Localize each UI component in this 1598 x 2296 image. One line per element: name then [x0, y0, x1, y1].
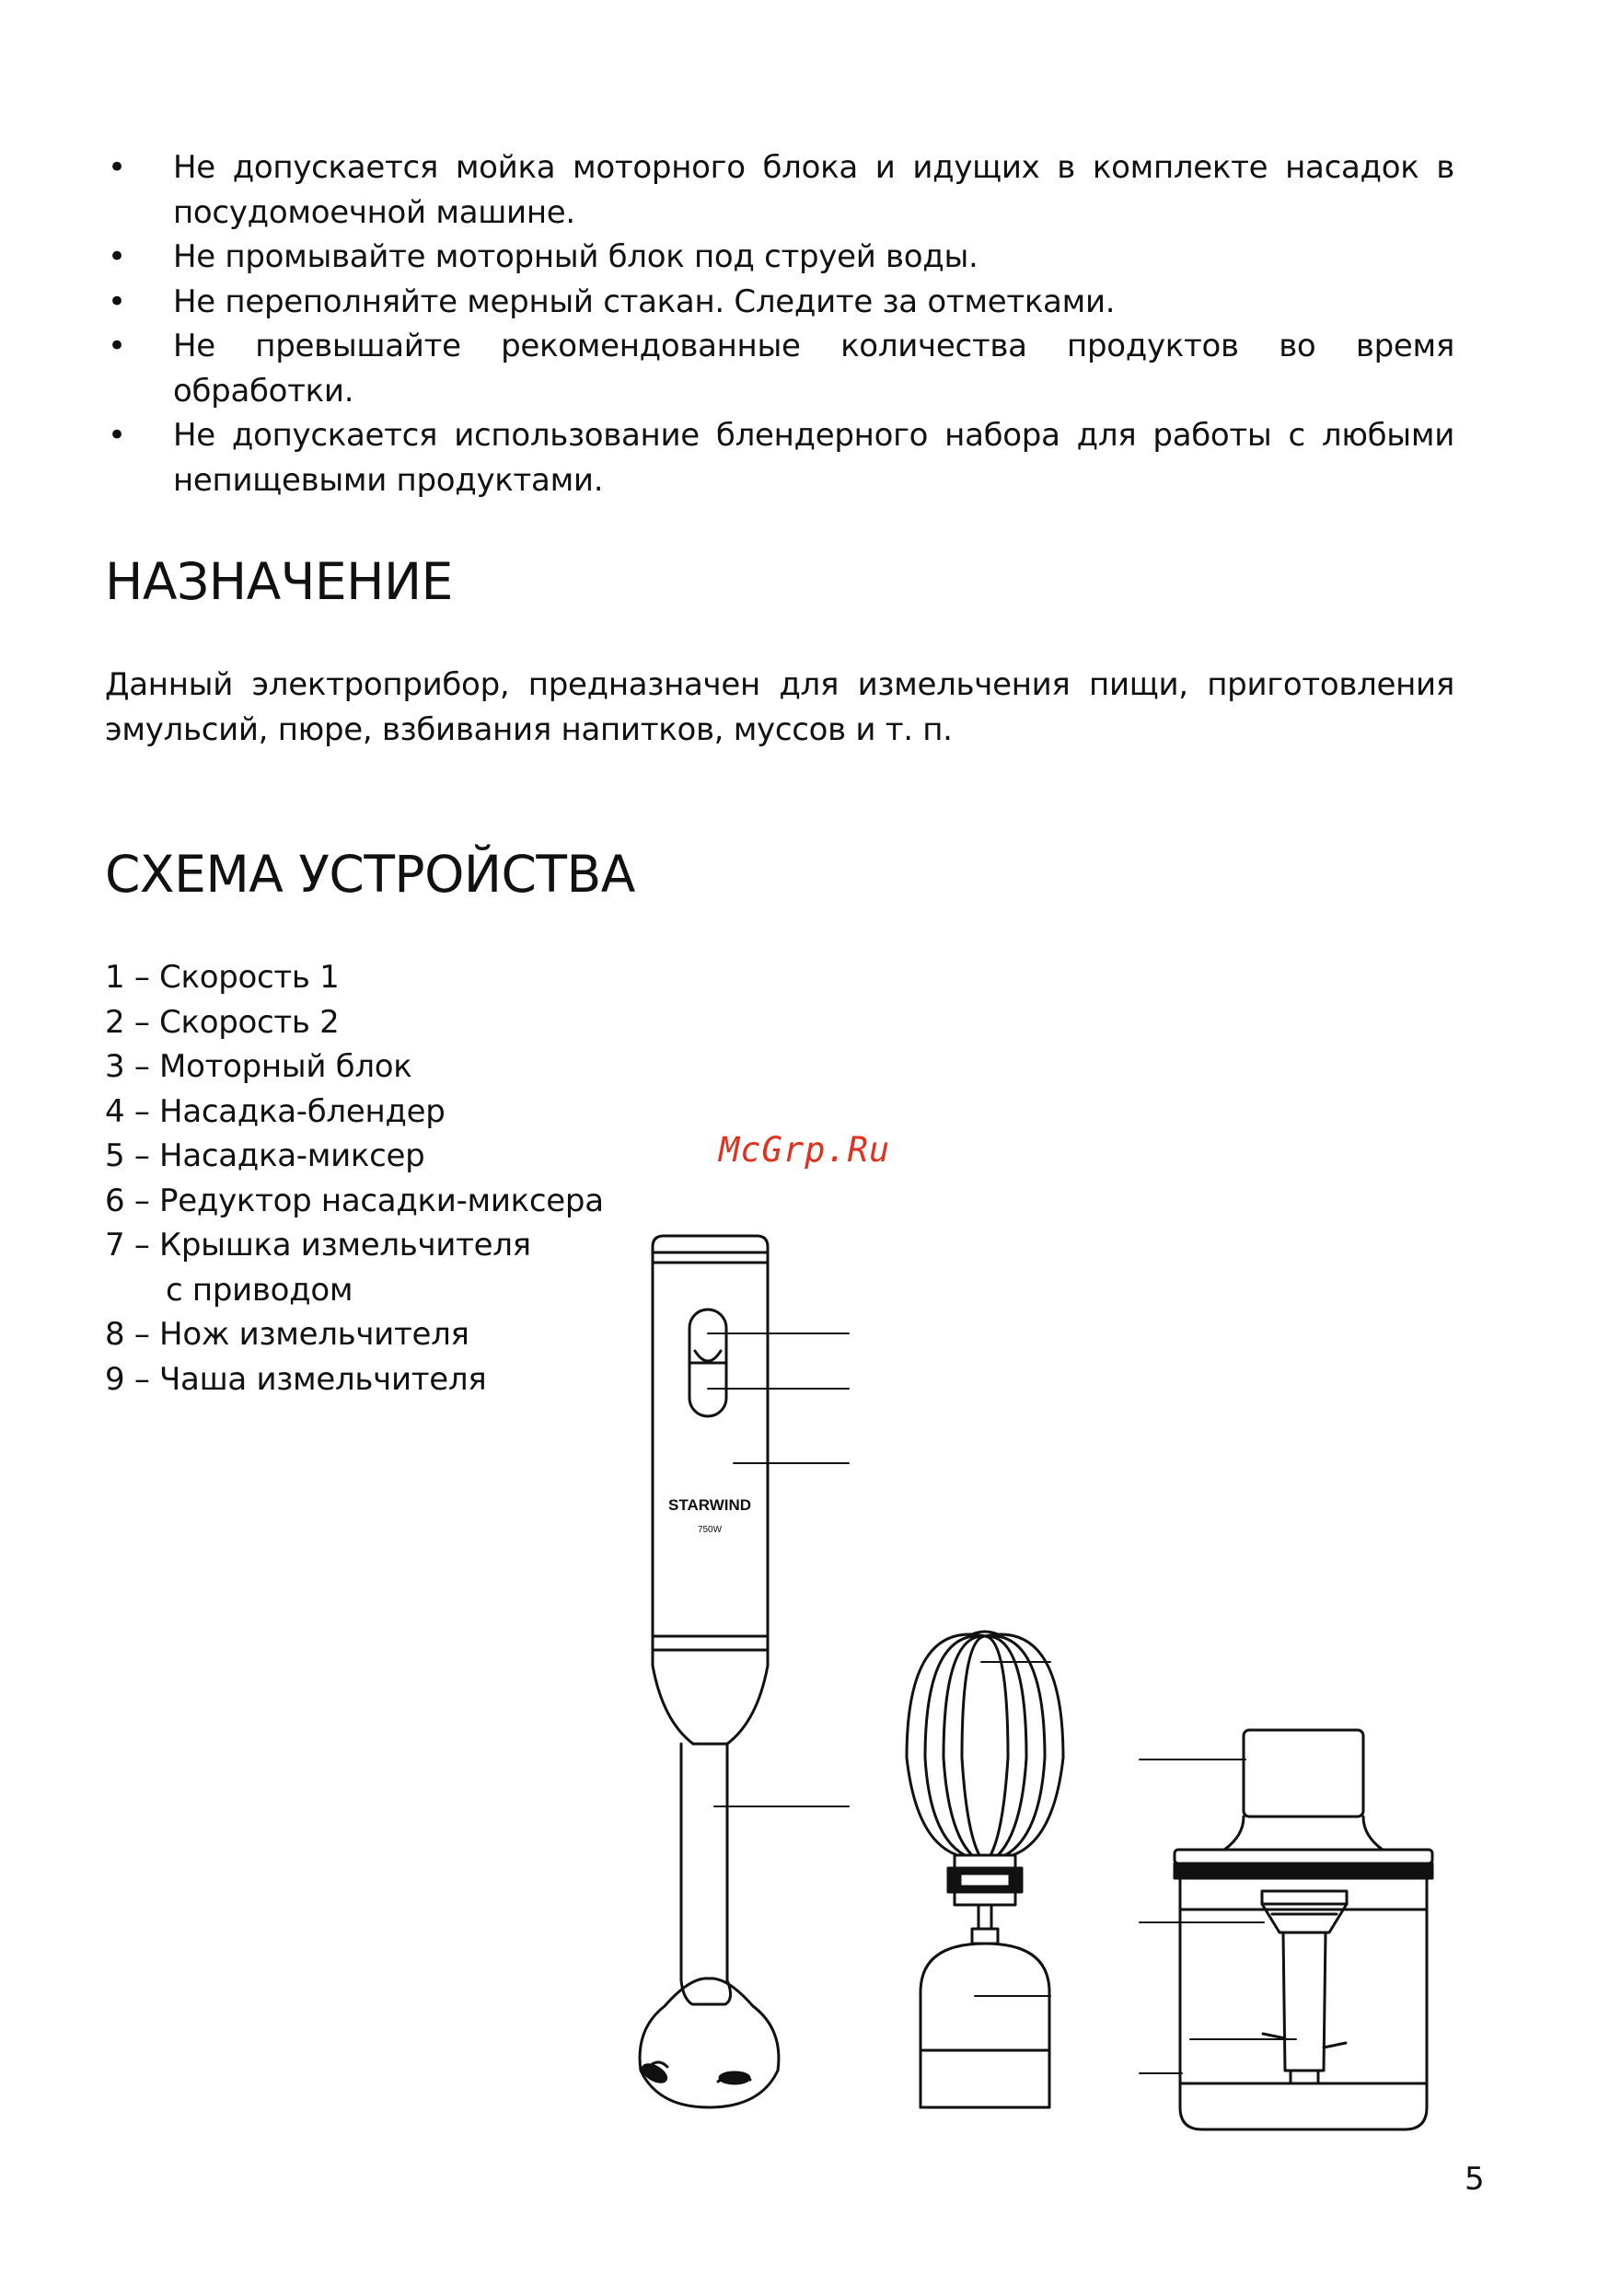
page-number: 5 [1465, 2161, 1485, 2198]
bullet: • [108, 283, 126, 320]
part-label: 5 – Насадка-миксер [105, 1137, 425, 1174]
mixer-gearbox [921, 1944, 1049, 2107]
part-label: 8 – Нож измельчителя [105, 1316, 469, 1353]
blender-attachment [640, 1650, 779, 2107]
part-label: 1 – Скорость 1 [105, 959, 340, 996]
bullet: • [108, 328, 126, 364]
watermark: McGrp.Ru [719, 1130, 891, 1170]
part-label-continuation: с приводом [166, 1271, 353, 1309]
part-label: 2 – Скорость 2 [105, 1003, 340, 1041]
part-label: 7 – Крышка измельчителя [105, 1227, 531, 1263]
warning-text: Не допускается мойка моторного блока и идущих в комплекте насадок в посудомоечной машине. [173, 149, 1454, 231]
warning-text: Не переполняйте мерный стакан. Следите за отметками. [173, 283, 1116, 320]
purpose-text: Данный электроприбор, предназначен для измельчения пищи, приготовления эмульсий, пюре, взбивания напитков, муссов и т. п. [105, 666, 1454, 748]
part-label: 6 – Редуктор насадки-миксера [105, 1182, 604, 1219]
brand-logo: STARWIND [667, 1496, 752, 1514]
part-label: 4 – Насадка-блендер [105, 1092, 446, 1130]
purpose-heading: НАЗНАЧЕНИЕ [105, 552, 453, 611]
power-rating: 750W [697, 1525, 723, 1535]
motor-unit [653, 1236, 768, 1650]
chopper-bowl [1180, 1878, 1427, 2129]
part-label: 3 – Моторный блок [105, 1048, 412, 1085]
scheme-heading: СХЕМА УСТРОЙСТВА [105, 845, 635, 904]
warning-text: Не превышайте рекомендованные количества продуктов во время обработки. [173, 328, 1454, 410]
speed-buttons [689, 1310, 726, 1416]
bullet: • [108, 417, 126, 454]
bullet: • [108, 149, 126, 186]
warning-text: Не допускается использование блендерного набора для работы с любыми непищевыми продуктами. [173, 417, 1454, 499]
chopper-lid [1175, 1730, 1432, 1878]
warning-text: Не промывайте моторный блок под струей воды. [173, 238, 978, 275]
whisk-attachment [907, 1632, 1063, 1944]
chopper-blade [1262, 1891, 1347, 2082]
part-label: 9 – Чаша измельчителя [105, 1360, 487, 1398]
bullet: • [108, 238, 126, 275]
